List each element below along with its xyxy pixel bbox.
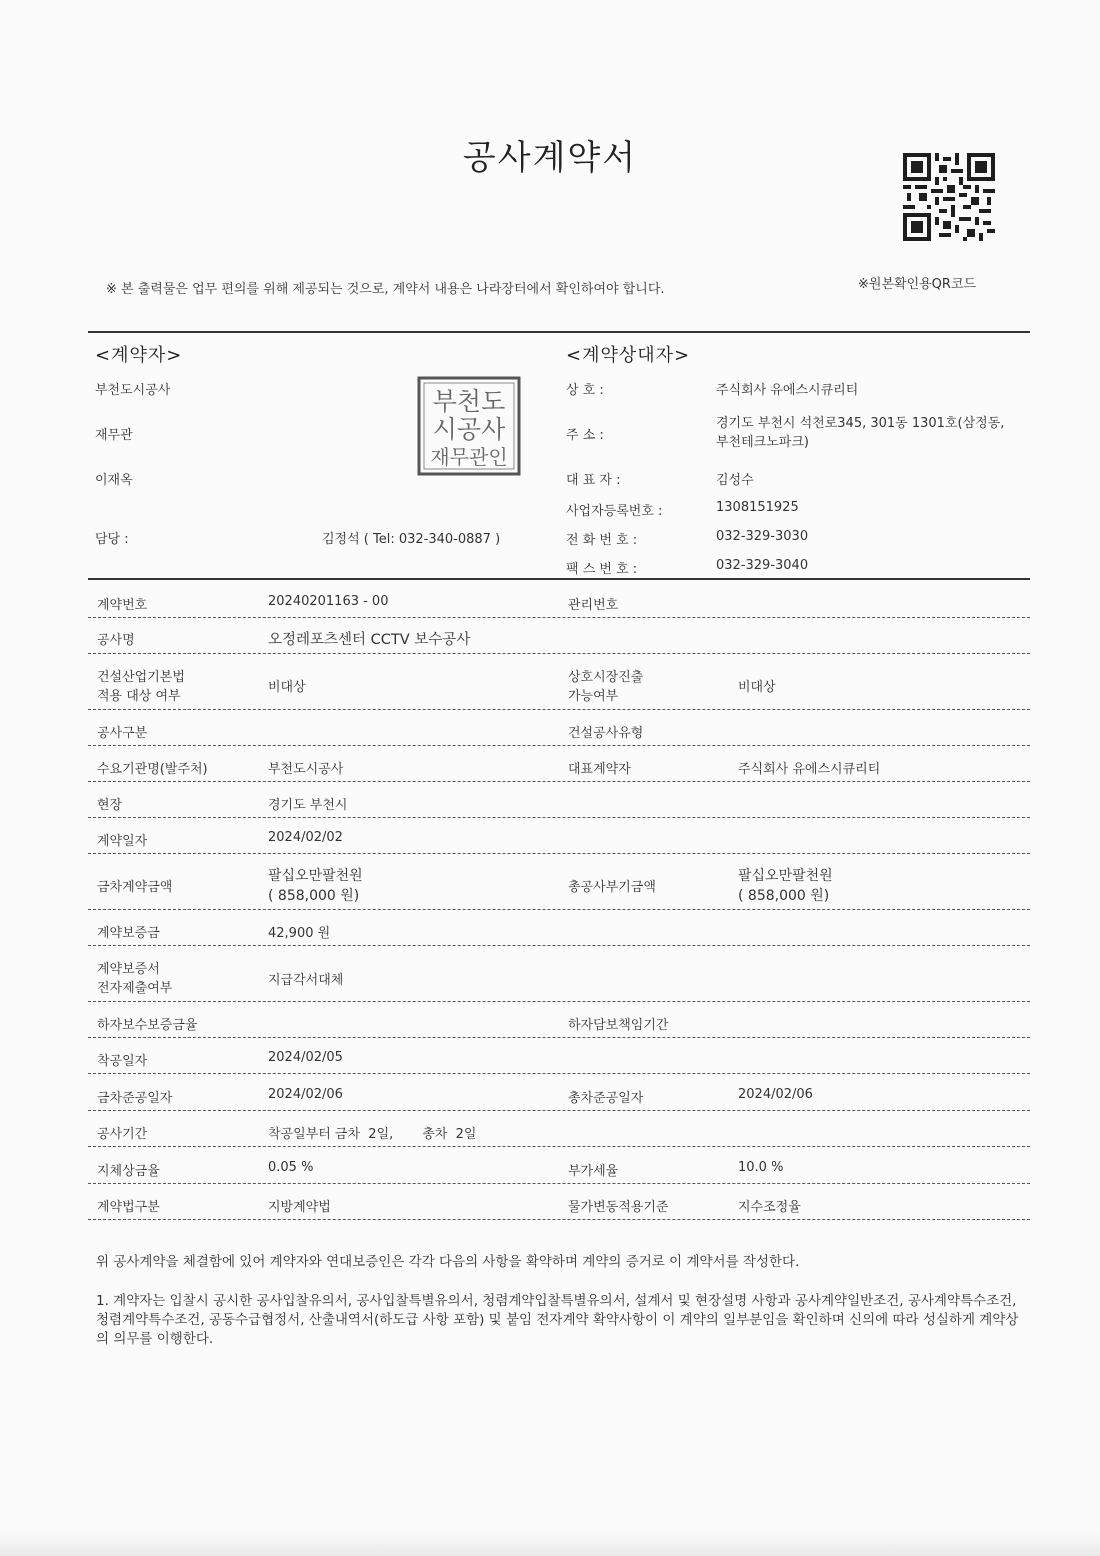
label-defect-rate: 하자보수보증금율 xyxy=(97,1018,198,1033)
page-bottom-edge xyxy=(0,1530,1100,1556)
label-contract-no: 계약번호 xyxy=(97,598,148,613)
row-divider xyxy=(88,781,1030,782)
label-total-completion: 총차준공일자 xyxy=(568,1091,644,1106)
cp-label-ceo: 대 표 자 : xyxy=(566,473,621,488)
row-divider xyxy=(88,1110,1030,1111)
cp-label-fax: 팩 스 번 호 : xyxy=(566,562,638,577)
value-total-completion: 2024/02/06 xyxy=(738,1087,813,1102)
value-vat-rate: 10.0 % xyxy=(738,1160,784,1175)
label-site: 현장 xyxy=(97,798,123,813)
contact-label: 담당 : xyxy=(95,532,129,547)
value-lead-contractor: 주식회사 유에스시큐리티 xyxy=(738,762,881,777)
label-market-entry-b: 가능여부 xyxy=(568,689,619,704)
label-vat-rate: 부가세율 xyxy=(568,1164,619,1179)
official-seal xyxy=(417,376,521,476)
label-mgmt-no: 관리번호 xyxy=(568,598,619,613)
label-construction-type: 건설공사유형 xyxy=(568,726,644,741)
value-contract-date: 2024/02/02 xyxy=(268,830,343,845)
label-current-amount: 금차계약금액 xyxy=(97,880,173,895)
label-lead-contractor: 대표계약자 xyxy=(568,762,631,777)
contractor-org: 부천도시공사 xyxy=(95,383,171,398)
cp-label-address: 주 소 : xyxy=(566,428,604,443)
cp-label-name: 상 호 : xyxy=(566,383,604,398)
agreement-paragraph: 위 공사계약을 체결함에 있어 계약자와 연대보증인은 각각 다음의 사항을 확약하며 계약의 증거로 이 계약서를 작성한다. xyxy=(96,1254,800,1270)
value-contract-no: 20240201163 - 00 xyxy=(268,594,389,609)
label-contract-date: 계약일자 xyxy=(97,834,148,849)
value-current-completion: 2024/02/06 xyxy=(268,1087,343,1102)
row-divider xyxy=(88,1219,1030,1220)
value-project-name: 오정레포츠센터 CCTV 보수공사 xyxy=(268,632,471,648)
label-delay-rate: 지체상금율 xyxy=(97,1164,160,1179)
label-project-name: 공사명 xyxy=(97,633,135,648)
label-work-category: 공사구분 xyxy=(97,726,148,741)
contractor-header: <계약자> xyxy=(95,345,183,366)
row-divider xyxy=(88,709,1030,710)
cp-value-name: 주식회사 유에스시큐리티 xyxy=(716,383,859,398)
clause-1: 1. 계약자는 입찰시 공시한 공사입찰유의서, 공사입찰특별유의서, 청렴계약입찰특별유의서, 설계서 및 현장설명 사항과 공사계약일반조건, 공사계약특수조건, 청렴계약특수조건, 공동수급협정서, 산출내역서(하도급 사항 포함) 및 붙임 전자계약 확약사항이 이 계약의 일부분임을 확인하며 신의에 따라 성실하게 계약상의 의무를 이행한다. xyxy=(96,1293,1019,1347)
label-total-amount: 총공사부기금액 xyxy=(568,880,656,895)
row-divider xyxy=(88,853,1030,854)
value-construction-law: 비대상 xyxy=(268,680,306,695)
row-divider xyxy=(88,617,1030,618)
qr-label: ※원본확인용QR코드 xyxy=(858,277,977,292)
print-notice: ※ 본 출력물은 업무 편의를 위해 제공되는 것으로, 계약서 내용은 나라장터에서 확인하여야 합니다. xyxy=(106,282,665,297)
value-client: 부천도시공사 xyxy=(268,762,344,777)
seal-line-2: 시공사 xyxy=(432,415,506,444)
label-deposit: 계약보증금 xyxy=(97,926,160,941)
counterparty-header: <계약상대자> xyxy=(566,345,691,366)
contractor-name: 이재옥 xyxy=(95,473,133,488)
value-deposit: 42,900 원 xyxy=(268,926,331,941)
top-rule xyxy=(88,331,1030,333)
row-divider xyxy=(88,945,1030,946)
cp-value-phone: 032-329-3030 xyxy=(716,529,809,544)
value-contract-law: 지방계약법 xyxy=(268,1200,331,1215)
contractor-role: 재무관 xyxy=(95,428,133,443)
cp-label-bizno: 사업자등록번호 : xyxy=(566,504,663,519)
value-duration: 착공일부터 금차 2일, 총차 2일 xyxy=(268,1127,477,1142)
value-current-amount-words: 팔십오만팔천원 xyxy=(268,868,363,884)
label-start-date: 착공일자 xyxy=(97,1054,148,1069)
cp-value-address: 경기도 부천시 석천로345, 301동 1301호(삼정동, 부천테크노파크) xyxy=(716,416,1005,450)
seal-line-3: 재무관인 xyxy=(430,445,508,469)
row-divider xyxy=(88,1001,1030,1002)
cp-label-phone: 전 화 번 호 : xyxy=(566,533,638,548)
label-client: 수요기관명(발주처) xyxy=(97,762,208,777)
row-divider xyxy=(88,1073,1030,1074)
label-guarantee-a: 계약보증서 xyxy=(97,962,160,977)
label-current-completion: 금차준공일자 xyxy=(97,1091,173,1106)
value-total-amount-words: 팔십오만팔천원 xyxy=(738,868,833,884)
value-market-entry: 비대상 xyxy=(738,680,776,695)
seal-line-1: 부천도 xyxy=(432,387,506,416)
label-duration: 공사기간 xyxy=(97,1127,148,1142)
value-delay-rate: 0.05 % xyxy=(268,1160,314,1175)
value-start-date: 2024/02/05 xyxy=(268,1050,343,1065)
row-divider xyxy=(88,1146,1030,1147)
section-rule xyxy=(88,578,1030,580)
label-defect-period: 하자담보책임기간 xyxy=(568,1018,669,1033)
cp-value-bizno: 1308151925 xyxy=(716,500,799,515)
label-construction-law-a: 건설산업기본법 xyxy=(97,670,185,685)
row-divider xyxy=(88,1037,1030,1038)
label-market-entry-a: 상호시장진출 xyxy=(568,670,644,685)
label-contract-law: 계약법구분 xyxy=(97,1200,160,1215)
row-divider xyxy=(88,653,1030,654)
value-site: 경기도 부천시 xyxy=(268,798,348,813)
row-divider xyxy=(88,1183,1030,1184)
row-divider xyxy=(88,745,1030,746)
document-title: 공사계약서 xyxy=(462,138,638,178)
row-divider xyxy=(88,909,1030,910)
cp-value-ceo: 김성수 xyxy=(716,473,754,488)
value-current-amount-number: ( 858,000 원) xyxy=(268,888,360,904)
contact-value: 김정석 ( Tel: 032-340-0887 ) xyxy=(322,532,501,547)
label-construction-law-b: 적용 대상 여부 xyxy=(97,689,181,704)
value-guarantee: 지급각서대체 xyxy=(268,973,344,988)
qr-code-icon xyxy=(903,153,995,241)
label-price-adjustment: 물가변동적용기준 xyxy=(568,1200,669,1215)
label-guarantee-b: 전자제출여부 xyxy=(97,981,173,996)
row-divider xyxy=(88,817,1030,818)
cp-value-fax: 032-329-3040 xyxy=(716,558,809,573)
value-price-adjustment: 지수조정율 xyxy=(738,1200,801,1215)
value-total-amount-number: ( 858,000 원) xyxy=(738,888,830,904)
